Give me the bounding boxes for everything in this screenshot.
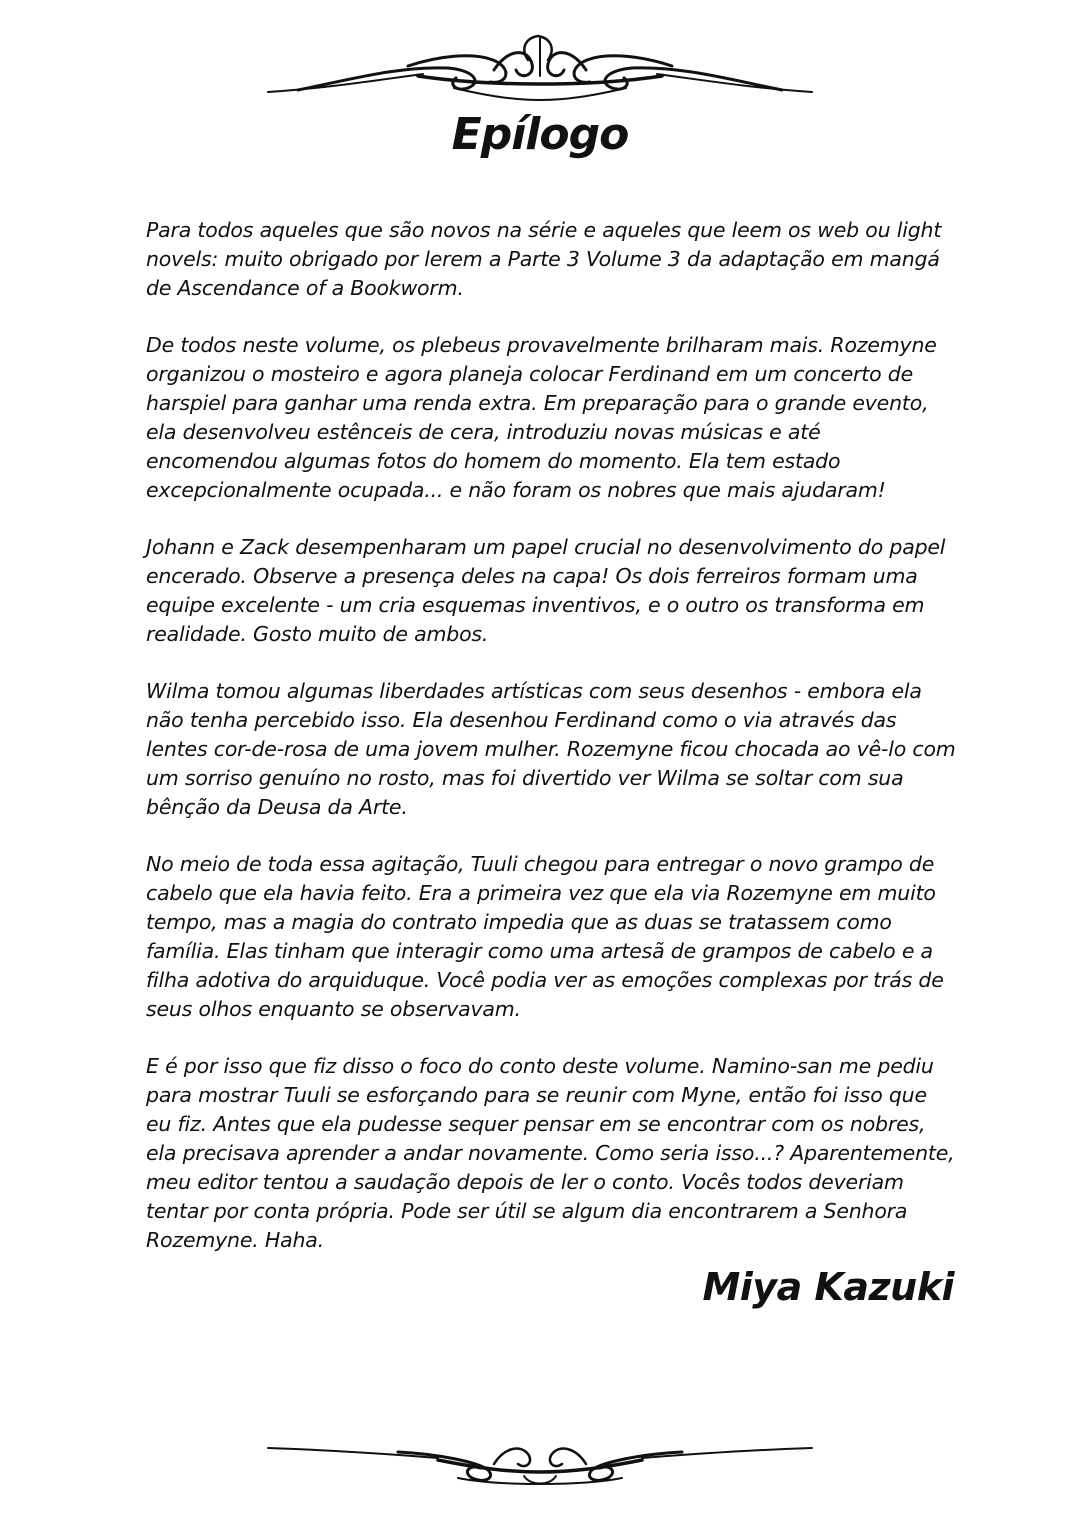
page-title: Epílogo xyxy=(451,109,629,160)
paragraph: Para todos aqueles que são novos na série e aqueles que leem os web ou light novels: muito obrigado por lerem a Parte 3 Volume 3 da adaptação em mangá de Ascendance of a Bookworm. xyxy=(146,218,942,300)
paragraph: Wilma tomou algumas liberdades artísticas com seus desenhos - embora ela não tenha percebido isso. Ela desenhou Ferdinand como o via através das lentes cor-de-rosa de uma jovem mulher. Rozemyne ficou chocada ao vê-lo com um sorriso genuíno no rosto, mas foi divertido ver Wilma se soltar com sua bênção da Deusa da Arte. xyxy=(146,679,956,819)
author-signature: Miya Kazuki xyxy=(702,1265,954,1309)
epilogue-body xyxy=(146,216,958,1283)
paragraph: De todos neste volume, os plebeus provavelmente brilharam mais. Rozemyne organizou o mosteiro e agora planeja colocar Ferdinand em um concerto de harspiel para ganhar uma renda extra. Em preparação para o grande evento, ela desenvolveu estênceis de cera, introduziu novas músicas e até encomendou algumas fotos do homem do momento. Ela tem estado excepcionalmente ocupada... e não foram os nobres que mais ajudaram! xyxy=(146,333,937,502)
paragraph: E é por isso que fiz disso o foco do conto deste volume. Namino-san me pediu para mostrar Tuuli se esforçando para se reunir com Myne, então foi isso que eu fiz. Antes que ela pudesse sequer pensar em se encontrar com os nobres, ela precisava aprender a andar novamente. Como seria isso...? Aparentemente, meu editor tentou a saudação depois de ler o conto. Vocês todos deveriam tentar por conta própria. Pode ser útil se algum dia encontrarem a Senhora Rozemyne. Haha. xyxy=(146,1054,955,1252)
paragraph: Johann e Zack desempenharam um papel crucial no desenvolvimento do papel encerado. Observe a presença deles na capa! Os dois ferreiros formam uma equipe excelente - um cria esquemas inventivos, e o outro os transforma em realidade. Gosto muito de ambos. xyxy=(146,535,946,646)
paragraph: No meio de toda essa agitação, Tuuli chegou para entregar o novo grampo de cabelo que ela havia feito. Era a primeira vez que ela via Rozemyne em muito tempo, mas a magia do contrato impedia que as duas se tratassem como família. Elas tinham que interagir como uma artesã de grampos de cabelo e a filha adotiva do arquiduque. Você podia ver as emoções complexas por trás de seus olhos enquanto se observavam. xyxy=(146,852,944,1021)
bottom-flourish-icon xyxy=(258,1418,822,1498)
top-flourish-icon xyxy=(258,30,822,110)
